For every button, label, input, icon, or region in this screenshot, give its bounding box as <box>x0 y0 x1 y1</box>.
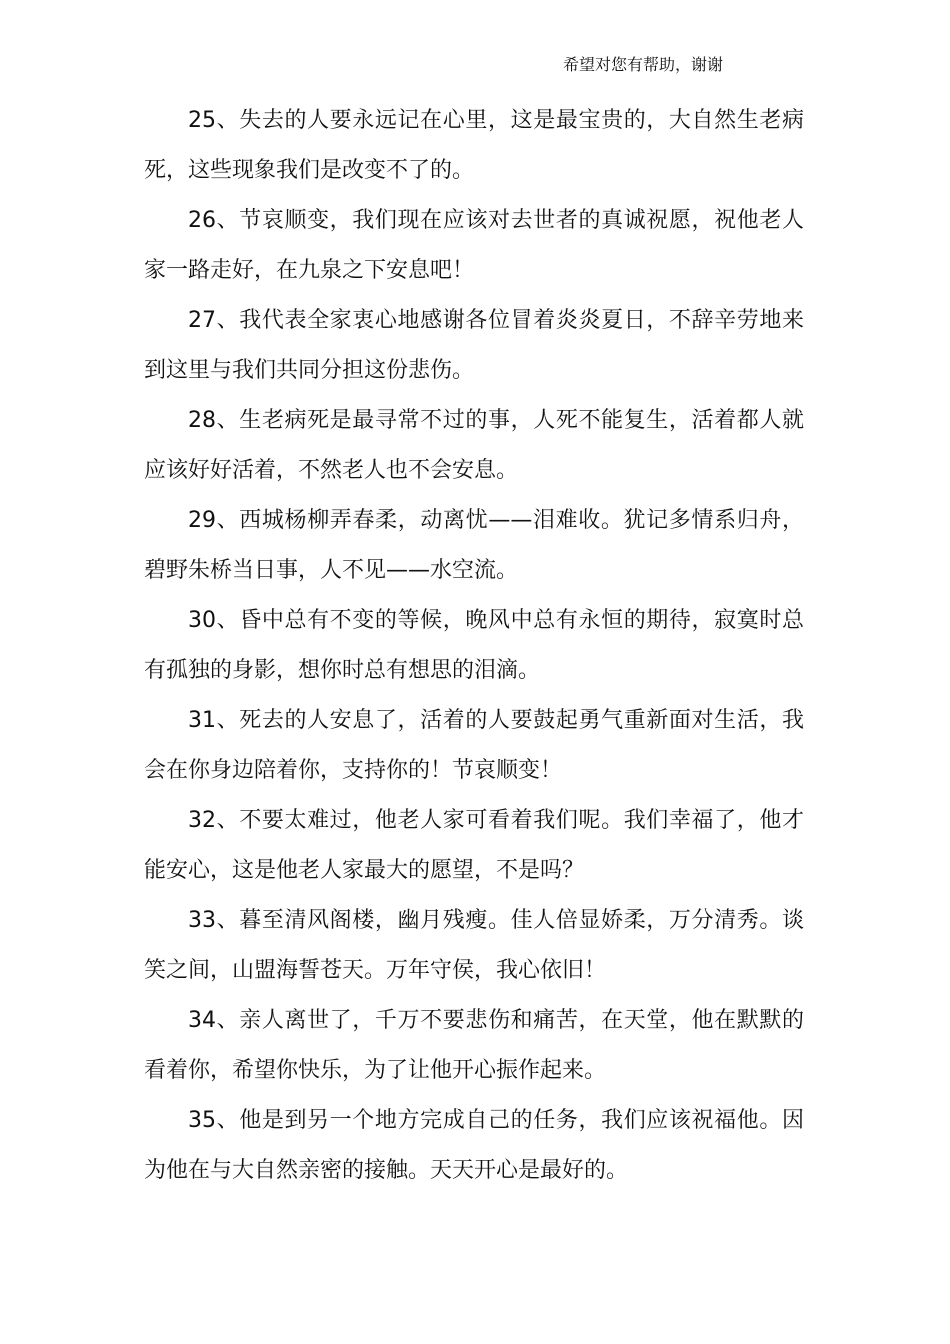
paragraph-25: 25、失去的人要永远记在心里，这是最宝贵的，大自然生老病死，这些现象我们是改变不了的。 <box>144 108 804 183</box>
header-note: 希望对您有帮助，谢谢 <box>563 55 724 74</box>
paragraph-34: 34、亲人离世了，千万不要悲伤和痛苦，在天堂，他在默默的看着你，希望你快乐，为了让他开心振作起来。 <box>144 1008 804 1083</box>
paragraph-32: 32、不要太难过，他老人家可看着我们呢。我们幸福了，他才能安心，这是他老人家最大的愿望，不是吗？ <box>144 808 804 883</box>
paragraph-31: 31、死去的人安息了，活着的人要鼓起勇气重新面对生活，我会在你身边陪着你，支持你的！节哀顺变！ <box>144 708 804 783</box>
paragraph-27: 27、我代表全家衷心地感谢各位冒着炎炎夏日，不辞辛劳地来到这里与我们共同分担这份悲伤。 <box>144 308 804 383</box>
paragraph-26: 26、节哀顺变，我们现在应该对去世者的真诚祝愿，祝他老人家一路走好，在九泉之下安息吧！ <box>144 208 804 283</box>
paragraph-33: 33、暮至清风阁楼，幽月残瘦。佳人倍显娇柔，万分清秀。谈笑之间，山盟海誓苍天。万年守侯，我心依旧！ <box>144 908 804 983</box>
paragraph-30: 30、昏中总有不变的等候，晚风中总有永恒的期待，寂寞时总有孤独的身影，想你时总有想思的泪滴。 <box>144 608 804 683</box>
paragraph-35: 35、他是到另一个地方完成自己的任务，我们应该祝福他。因为他在与大自然亲密的接触。天天开心是最好的。 <box>144 1108 804 1183</box>
document-body <box>144 96 804 1196</box>
paragraph-28: 28、生老病死是最寻常不过的事，人死不能复生，活着都人就应该好好活着，不然老人也不会安息。 <box>144 408 804 483</box>
paragraph-29: 29、西城杨柳弄春柔，动离忧——泪难收。犹记多情系归舟，碧野朱桥当日事，人不见——水空流。 <box>144 508 804 583</box>
